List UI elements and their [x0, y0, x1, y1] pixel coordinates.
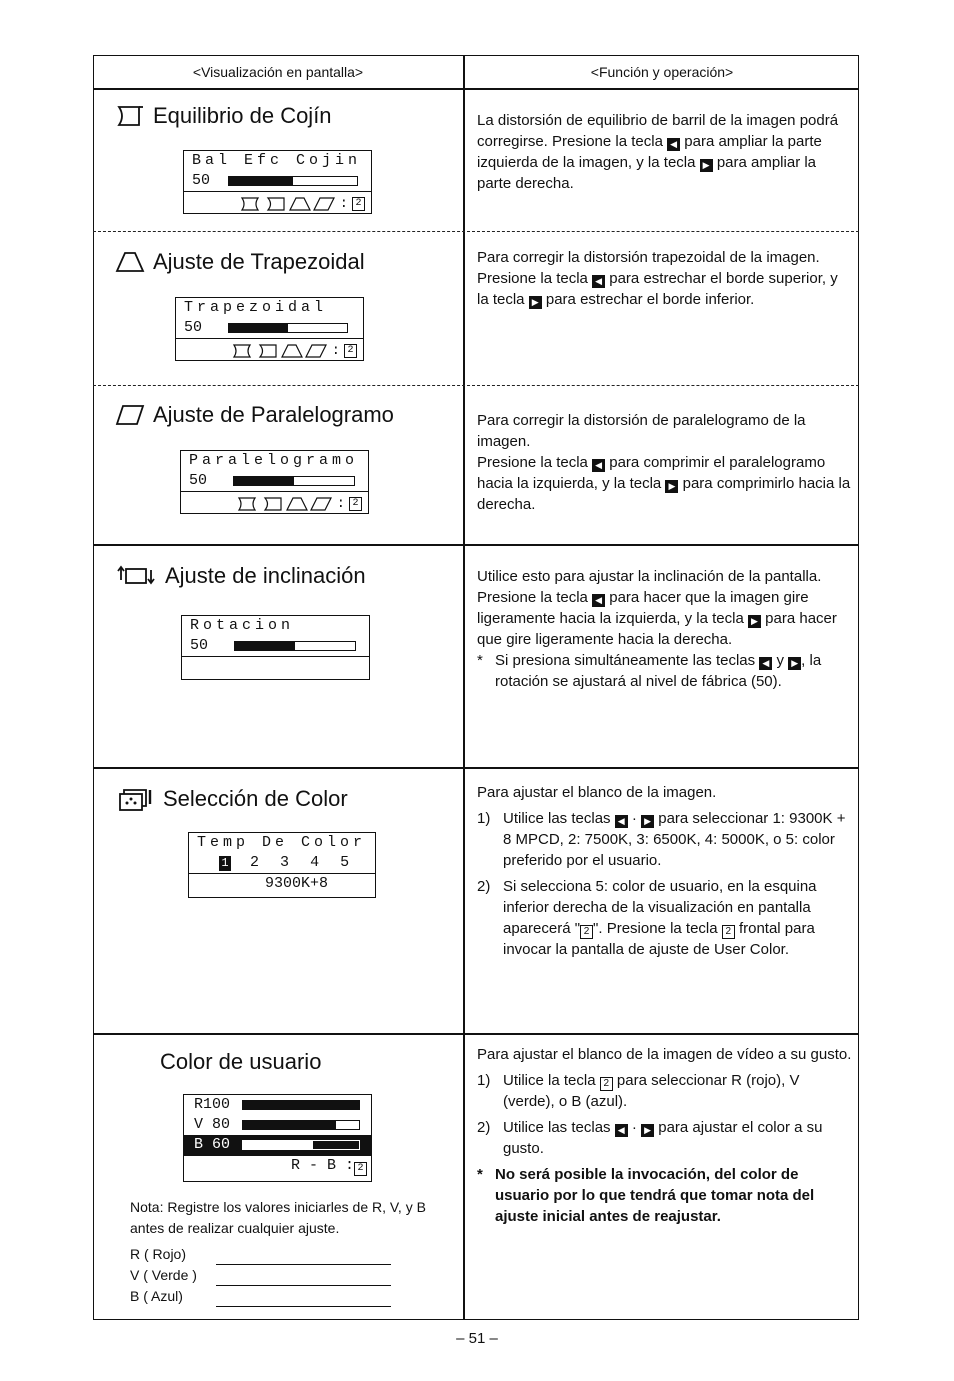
pincushion-balance-icon — [115, 104, 145, 128]
osd-box-trapezoidal — [175, 297, 364, 361]
right-arrow-key-icon: ▶ — [529, 296, 542, 309]
option-item[interactable]: 2 — [250, 854, 260, 871]
record-field-r[interactable] — [216, 1244, 391, 1265]
header-divider — [93, 88, 859, 90]
osd-options-row — [189, 853, 375, 873]
rotation-icon — [117, 564, 157, 588]
trapezoid-icon — [115, 250, 145, 274]
level-bar-fill — [243, 1121, 336, 1129]
channel-row-v[interactable]: V 80 — [184, 1115, 371, 1135]
osd-box-temp-color — [188, 832, 376, 898]
left-arrow-key-icon: ◀ — [615, 1124, 628, 1137]
right-arrow-key-icon: ▶ — [641, 815, 654, 828]
osd-value-row: 50 — [182, 636, 369, 656]
note-text: Nota: Registre los valores iniciarles de R, V, y B antes de realizar cualquier ajuste. — [130, 1199, 426, 1236]
osd-box-user-color — [183, 1094, 372, 1182]
page-number: – 51 – — [456, 1330, 498, 1347]
osd-box-paralelogramo — [180, 450, 369, 514]
right-arrow-key-icon: ▶ — [788, 657, 801, 670]
right-arrow-key-icon: ▶ — [641, 1124, 654, 1137]
section-divider — [93, 1033, 859, 1035]
osd-label: Bal Efc Cojin — [192, 152, 362, 169]
level-bar — [234, 641, 356, 651]
osd-box-rotacion — [181, 615, 370, 680]
section-title-trapezoidal: Ajuste de Trapezoidal — [115, 249, 365, 275]
level-bar — [228, 323, 348, 333]
level-bar — [228, 176, 358, 186]
section-title-color: Selección de Color — [117, 786, 348, 812]
option-item[interactable]: 5 — [340, 854, 350, 871]
geometry-shapes-icon — [237, 496, 333, 512]
level-bar-fill — [243, 1101, 359, 1109]
level-bar-fill — [229, 177, 293, 185]
option-item[interactable]: 1 — [219, 856, 231, 871]
channel-row-b[interactable]: B 60 — [184, 1135, 371, 1155]
key-2-icon: 2 — [722, 925, 735, 939]
section-divider — [93, 767, 859, 769]
level-bar-fill — [234, 477, 294, 485]
channel-row-r[interactable]: R100 — [184, 1095, 371, 1115]
right-arrow-key-icon: ▶ — [700, 159, 713, 172]
key-2-icon: 2 — [580, 925, 593, 939]
osd-footer-row: : 2 — [176, 338, 363, 358]
key-2-icon: 2 — [344, 344, 357, 358]
description-paralelogramo: Para corregir la distorsión de paralelogramo de la imagen. Presione la tecla ◀ para comprimir el paralelogramo hacia la izquierda, y la tecla ▶ para comprimirlo hacia la derecha. — [477, 412, 851, 513]
key-2-icon: 2 — [354, 1162, 367, 1176]
left-arrow-key-icon: ◀ — [592, 459, 605, 472]
record-field-b[interactable] — [216, 1286, 391, 1307]
description-user-color: Para ajustar el blanco de la imagen de vídeo a su gusto. 1) Utilice la tecla 2 para seleccionar R (rojo), V (verde), o B (azul). 2) Utilice las teclas ◀ · ▶ para ajustar el color a su gusto. * No será posible la invocación, del color de usuario por lo que tendrá que tomar nota del ajuste inicial antes de reajustar. — [477, 1046, 852, 1225]
osd-value-row: 50 — [184, 171, 371, 191]
section-divider — [93, 231, 859, 232]
record-fields: R ( Rojo) V ( Verde ) B ( Azul) — [130, 1244, 460, 1307]
option-item[interactable]: 4 — [310, 854, 320, 871]
option-item[interactable]: 3 — [280, 854, 290, 871]
geometry-shapes-icon — [232, 343, 328, 359]
key-2-icon: 2 — [349, 497, 362, 511]
osd-footer-row — [182, 656, 369, 678]
level-bar-fill — [243, 1141, 313, 1149]
osd-footer-row: : 2 — [184, 191, 371, 211]
description-cojin: La distorsión de equilibrio de barril de la imagen podrá corregirse. Presione la tecla ◀ para ampliar la parte izquierda de la imagen, y la tecla ▶ para ampliar la parte derecha. — [477, 112, 839, 192]
section-divider — [93, 544, 859, 546]
osd-label: Paralelogramo — [189, 452, 359, 469]
column-divider — [463, 55, 465, 1320]
key-2-icon: 2 — [600, 1077, 613, 1091]
left-arrow-key-icon: ◀ — [667, 138, 680, 151]
osd-label: Rotacion — [190, 617, 295, 634]
section-title-inclinacion: Ajuste de inclinación — [117, 563, 366, 589]
color-temperature-icon — [117, 786, 155, 812]
section-title-paralelogramo: Ajuste de Paralelogramo — [115, 402, 394, 428]
level-bar-fill — [229, 324, 288, 332]
parallelogram-icon — [115, 403, 145, 427]
level-bar-fill — [235, 642, 295, 650]
osd-value-row: 50 — [181, 471, 368, 491]
description-inclinacion: Utilice esto para ajustar la inclinación de la pantalla. Presione la tecla ◀ para hacer que la imagen gire ligeramente hacia la izquierda, y la tecla ▶ para hacer que gire ligeramente hacia la derecha. * Si presiona simultáneamente las teclas ◀ y ▶ , la rotación se ajustará al nivel de fábrica (50). — [477, 568, 837, 690]
level-bar — [242, 1120, 360, 1130]
description-trapezoidal: Para corregir la distorsión trapezoidal de la imagen. Presione la tecla ◀ para estrechar el borde superior, y la tecla ▶ para estrechar el borde inferior. — [477, 249, 838, 308]
left-arrow-key-icon: ◀ — [592, 275, 605, 288]
left-arrow-key-icon: ◀ — [615, 815, 628, 828]
osd-footer-row: R - B : 2 — [184, 1155, 371, 1175]
section-title-user-color: Color de usuario — [160, 1049, 322, 1074]
level-bar — [242, 1100, 360, 1110]
osd-label: Trapezoidal — [184, 299, 328, 316]
geometry-shapes-icon — [240, 196, 336, 212]
level-bar — [242, 1140, 360, 1150]
key-2-icon: 2 — [352, 197, 365, 211]
left-arrow-key-icon: ◀ — [759, 657, 772, 670]
left-arrow-key-icon: ◀ — [592, 594, 605, 607]
section-title-cojin: Equilibrio de Cojín — [115, 103, 332, 129]
osd-box-cojin — [183, 150, 372, 214]
column-header-left: <Visualización en pantalla> — [192, 64, 364, 80]
record-field-v[interactable] — [216, 1265, 391, 1286]
right-arrow-key-icon: ▶ — [748, 615, 761, 628]
column-header-right: <Función y operación> — [590, 64, 734, 80]
osd-value-row: 50 — [176, 318, 363, 338]
description-color: Para ajustar el blanco de la imagen. 1) Utilice las teclas ◀ · ▶ para seleccionar 1: 9300K + 8 MPCD, 2: 7500K, 3: 6500K, 4: 5000K, o 5: color preferido por el usuario. 2) Si selecciona 5: color de usuario, en la esquina inferior derecha de la visualización en pantalla aparecerá " 2 ". Presione la tecla 2 frontal para invocar la pantalla de ajuste de User Color. — [477, 784, 846, 958]
osd-footer-row: : 2 — [181, 491, 368, 511]
osd-label: Temp De Color — [197, 834, 367, 851]
right-arrow-key-icon: ▶ — [665, 480, 678, 493]
level-bar — [233, 476, 355, 486]
osd-value-text: 9300K+8 — [189, 873, 375, 893]
section-divider — [93, 385, 859, 386]
